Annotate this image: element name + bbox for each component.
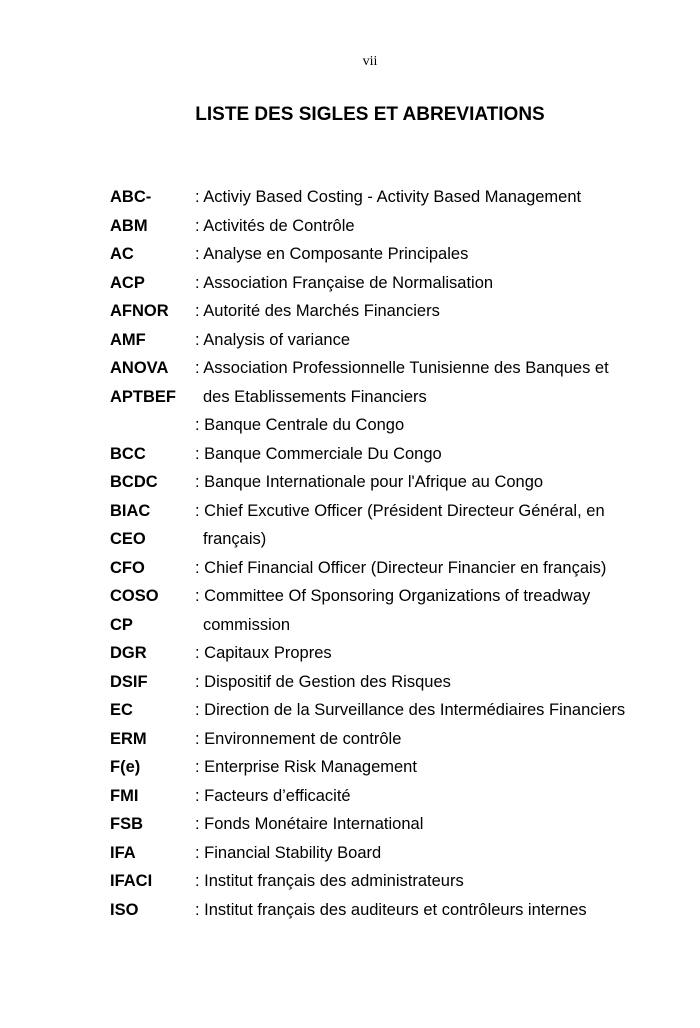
definition: : Autorité des Marchés Financiers <box>195 302 440 320</box>
definition: : Enterprise Risk Management <box>195 758 417 776</box>
abbreviation: ANOVA <box>110 359 169 377</box>
abbreviation: BIAC <box>110 501 151 520</box>
abbreviation: CFO <box>110 558 145 577</box>
definition: : Chief Excutive Officer (Président Directeur Général, en <box>195 501 605 520</box>
definition: : Facteurs d’efficacité <box>195 786 351 805</box>
abbreviation: AMF <box>110 330 146 349</box>
abbreviation: IFA <box>110 843 136 862</box>
definition: : Fonds Monétaire International <box>195 815 424 833</box>
abbreviation: FSB <box>110 815 143 833</box>
page-title: LISTE DES SIGLES ET ABREVIATIONS <box>195 104 545 125</box>
definition: : Institut français des auditeurs et contrôleurs internes <box>195 900 587 919</box>
definition: : Activiy Based Costing - Activity Based Management <box>195 188 582 206</box>
definition-column <box>195 183 625 924</box>
definition: : Direction de la Surveillance des Intermédiaires Financiers <box>195 701 626 719</box>
abbreviation: CP <box>110 615 133 634</box>
definition: : Analyse en Composante Principales <box>195 245 469 263</box>
abbreviation: ERM <box>110 729 147 748</box>
definition: : Banque Centrale du Congo <box>195 416 405 434</box>
definition: : Institut français des administrateurs <box>195 872 464 890</box>
definition: : Association Française de Normalisation <box>195 273 494 292</box>
abbreviation: COSO <box>110 587 159 605</box>
abbreviation: ABM <box>110 216 148 235</box>
abbreviation-column <box>110 183 176 924</box>
abbreviation: IFACI <box>110 872 153 890</box>
abbreviation: ISO <box>110 900 139 919</box>
abbreviation-empty <box>110 411 176 440</box>
definition: : Banque Internationale pour l'Afrique au Congo <box>195 473 544 491</box>
abbreviation: EC <box>110 701 133 719</box>
definition: : Capitaux Propres <box>195 644 332 662</box>
definition-continuation: commission <box>203 615 291 634</box>
abbreviation: ACP <box>110 273 145 292</box>
abbreviation: FMI <box>110 786 139 805</box>
abbreviation: DSIF <box>110 672 148 691</box>
abbreviation: DGR <box>110 644 147 662</box>
definition: : Banque Commerciale Du Congo <box>195 444 442 463</box>
abbreviation: ABC- <box>110 188 152 206</box>
definition-continuation: des Etablissements Financiers <box>203 387 427 406</box>
definition: : Analysis of variance <box>195 330 350 349</box>
abbreviation: CEO <box>110 530 146 548</box>
definition: : Financial Stability Board <box>195 843 382 862</box>
page-number: vii <box>362 54 378 69</box>
abbreviation: AC <box>110 245 134 263</box>
abbreviation: APTBEF <box>110 387 176 406</box>
abbreviation: BCDC <box>110 473 158 491</box>
abbreviation: BCC <box>110 444 146 463</box>
abbreviation: F(e) <box>110 758 141 776</box>
definition: : Chief Financial Officer (Directeur Financier en français) <box>195 558 607 577</box>
definition: : Activités de Contrôle <box>195 216 355 235</box>
definition: : Environnement de contrôle <box>195 729 402 748</box>
definition: : Dispositif de Gestion des Risques <box>195 672 451 691</box>
definition-continuation: français) <box>203 530 267 548</box>
definition: : Committee Of Sponsoring Organizations of treadway <box>195 587 591 605</box>
abbreviation: AFNOR <box>110 302 169 320</box>
definition: : Association Professionnelle Tunisienne des Banques et <box>195 359 609 377</box>
